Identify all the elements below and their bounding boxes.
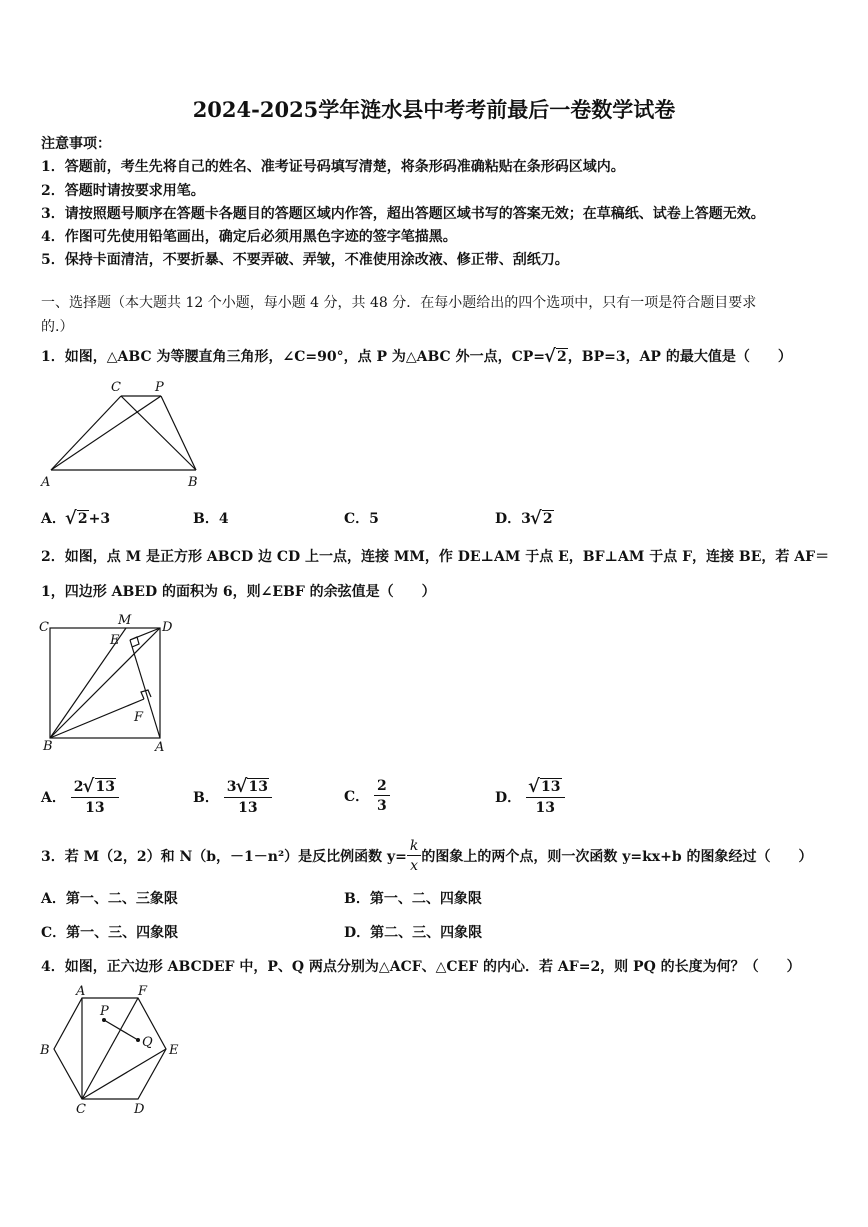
q1-sqrt <box>545 348 568 366</box>
q1-seg-ap <box>51 396 161 470</box>
q1-seg-ac <box>51 396 121 470</box>
q4-label-d: D <box>134 1102 145 1116</box>
q2-option-d-label: D． <box>495 790 522 806</box>
q1-option-c-value: 5 <box>369 511 379 527</box>
q4-stem: 4．如图，正六边形 ABCDEF 中，P、Q 两点分别为△ACF、△CEF 的内心．若 AF=2，则 PQ 的长度为何？（ ） <box>41 959 801 975</box>
q2-option-b-fraction <box>224 778 272 816</box>
q1-option-d-sqrt <box>531 510 554 528</box>
q2-label-m: M <box>118 613 132 628</box>
page-title: 2024-2025学年涟水县中考考前最后一卷数学试卷 <box>192 97 676 122</box>
note-item-4: 4．作图可先使用铅笔画出，确定后必须用黑色字迹的签字笔描黑。 <box>41 229 457 245</box>
note-item-2: 2．答题时请按要求用笔。 <box>41 183 205 199</box>
q2-option-b <box>193 778 272 816</box>
q4-figure <box>34 982 190 1116</box>
q2-option-d-fraction <box>526 778 564 816</box>
q3-option-d: D．第二、三、四象限 <box>344 925 483 941</box>
q2-option-c-fraction <box>374 778 390 814</box>
q4-label-c: C <box>76 1102 86 1116</box>
q2-label-f: F <box>134 710 144 725</box>
q1-option-a-tail: +3 <box>88 511 111 527</box>
q1-label-p: P <box>155 380 164 395</box>
q2-option-c-num: 2 <box>377 778 387 794</box>
q4-label-e: E <box>169 1043 179 1058</box>
q2-figure <box>38 610 178 756</box>
q1-seg-pb <box>161 396 196 470</box>
note-item-5: 5．保持卡面清洁，不要折暴、不要弄破、弄皱，不准使用涂改液、修正带、刮纸刀。 <box>41 252 569 268</box>
q1-option-d-label: D． <box>495 511 522 527</box>
q1-option-a-label: A． <box>41 511 66 527</box>
q2-option-c-den: 3 <box>374 795 390 814</box>
q1-option-d-radicand: 2 <box>542 511 553 527</box>
note-item-3: 3．请按照题号顺序在答题卡各题目的答题区域内作答，超出答题区域书写的答案无效；在草稿纸、试卷上答题无效。 <box>41 206 765 222</box>
q2-option-d-sqrt <box>529 778 561 796</box>
q2-option-a-label: A． <box>41 790 66 806</box>
q2-option-c <box>344 778 390 814</box>
q3-option-c: C．第一、三、四象限 <box>41 925 179 941</box>
q3-stem <box>41 838 813 874</box>
q1-option-c <box>344 508 379 528</box>
q1-option-b-value: 4 <box>218 511 229 527</box>
q2-stem-line-1: 2．如图，点 M 是正方形 ABCD 边 CD 上一点，连接 MM，作 DE⊥AM 于点 E，BF⊥AM 于点 F，连接 BE，若 AF＝ <box>41 549 830 565</box>
q2-option-a-fraction <box>71 778 119 816</box>
q1-option-c-label: C． <box>344 511 370 527</box>
section-header-line-2: 的.） <box>41 319 74 335</box>
q1-option-a-sqrt <box>66 510 89 528</box>
q1-stem-part-b: ，BP=3，AP 的最大值是（ ） <box>567 349 792 365</box>
q4-seg-cf <box>82 998 138 1099</box>
q2-label-c: C <box>39 620 49 635</box>
q1-option-d-coef: 3 <box>521 511 531 527</box>
q2-option-a-sqrt <box>84 778 116 796</box>
q2-option-d <box>495 778 565 816</box>
q1-label-c: C <box>111 380 121 395</box>
q2-option-b-den: 13 <box>224 797 272 816</box>
q1-label-a: A <box>41 475 51 490</box>
q2-label-a: A <box>155 740 165 755</box>
q2-stem-line-2: 1，四边形 ABED 的面积为 6，则∠EBF 的余弦值是（ ） <box>41 584 436 600</box>
q1-option-a-radicand: 2 <box>77 511 88 527</box>
q2-option-b-coef: 3 <box>226 779 237 795</box>
q1-label-b: B <box>188 475 198 490</box>
q2-option-a-coef: 2 <box>73 779 84 795</box>
q3-stem-part-b: 的图象上的两个点，则一次函数 y=kx+b 的图象经过（ ） <box>421 849 813 865</box>
q1-figure <box>38 374 206 492</box>
q1-radicand: 2 <box>556 349 567 365</box>
q3-frac-den: x <box>407 855 421 874</box>
q2-option-d-radicand: 13 <box>541 779 561 795</box>
q4-label-f: F <box>138 984 148 999</box>
q3-fraction <box>407 838 421 874</box>
q1-stem-part-a: 1．如图，△ABC 为等腰直角三角形，∠C=90°，点 P 为△ABC 外一点，CP= <box>41 349 545 365</box>
q4-label-a: A <box>76 984 86 999</box>
q1-stem <box>41 346 792 366</box>
q4-label-p: P <box>100 1004 109 1019</box>
q1-option-a <box>41 508 110 528</box>
q2-label-e: E <box>110 633 120 648</box>
note-item-1: 1．答题前，考生先将自己的姓名、准考证号码填写清楚，将条形码准确粘贴在条形码区域内。 <box>41 159 625 175</box>
q2-option-d-den: 13 <box>526 797 564 816</box>
notes-heading: 注意事项： <box>41 136 111 152</box>
q4-label-q: Q <box>142 1035 153 1050</box>
q2-option-a <box>41 778 119 816</box>
q1-option-b-label: B． <box>193 511 219 527</box>
q4-seg-pq <box>104 1020 138 1040</box>
q2-option-a-radicand: 13 <box>95 779 115 795</box>
q2-option-c-label: C． <box>344 789 370 805</box>
q1-seg-cb <box>121 396 196 470</box>
q2-label-d: D <box>162 620 173 635</box>
q3-option-b: B．第一、二、四象限 <box>344 891 482 907</box>
q3-stem-part-a: 3．若 M（2，2）和 N（b，－1－n²）是反比例函数 y= <box>41 849 407 865</box>
q4-point-q <box>136 1038 140 1042</box>
q1-option-d <box>495 508 554 528</box>
q2-option-b-label: B． <box>193 790 219 806</box>
q2-option-b-radicand: 13 <box>248 779 268 795</box>
section-header-line-1: 一、选择题（本大题共 12 个小题，每小题 4 分，共 48 分．在每小题给出的四个选项中，只有一项是符合题目要求 <box>41 295 757 311</box>
q3-frac-num: k <box>409 838 419 854</box>
q4-seg-ce <box>82 1049 166 1099</box>
q2-option-b-sqrt <box>236 778 268 796</box>
q4-label-b: B <box>40 1043 50 1058</box>
q2-option-a-den: 13 <box>71 797 119 816</box>
q2-label-b: B <box>43 739 53 754</box>
q1-option-b <box>193 508 229 528</box>
q3-option-a: A．第一、二、三象限 <box>41 891 178 907</box>
